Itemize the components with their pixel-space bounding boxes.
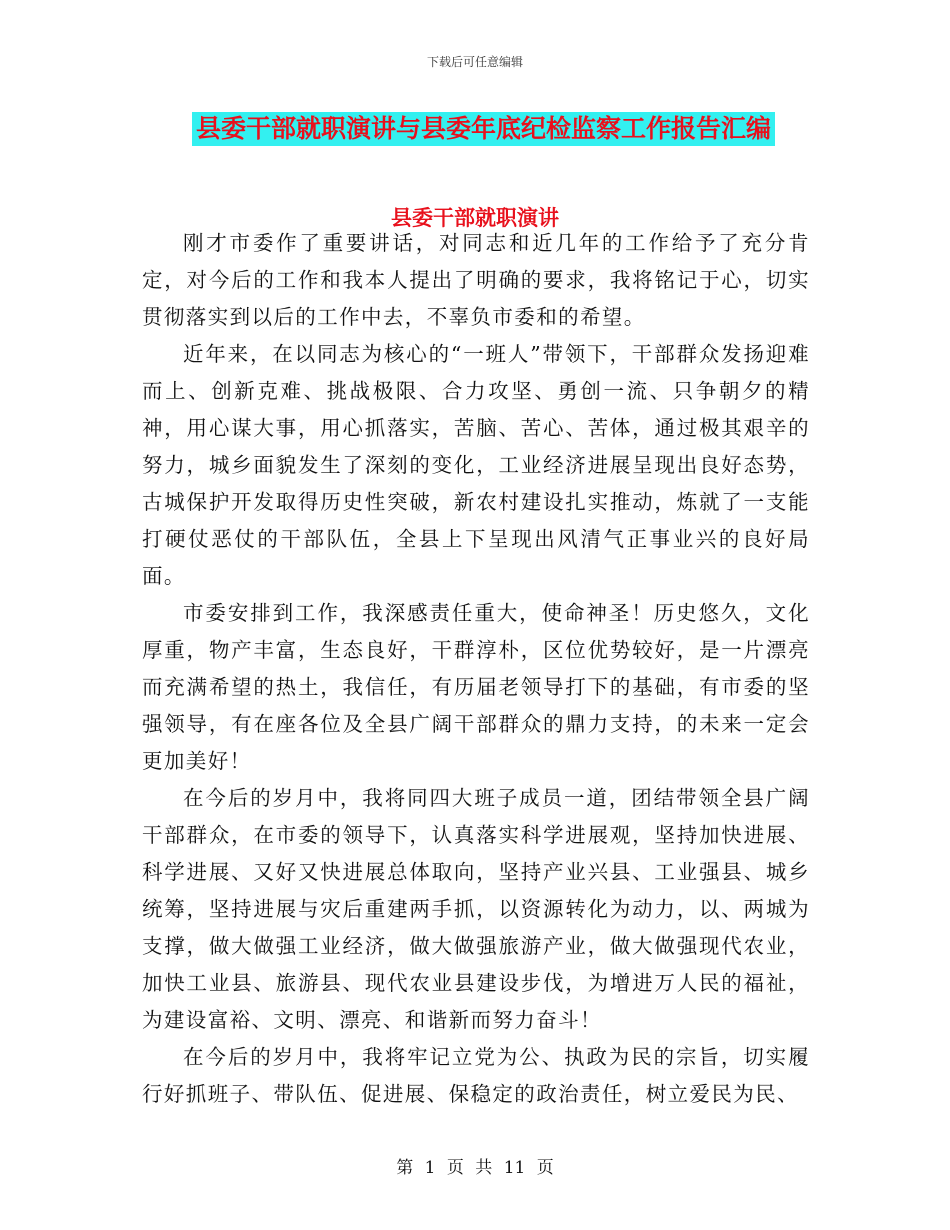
page-number: 第 1 页 共 11 页 xyxy=(396,1158,554,1178)
paragraph: 在今后的岁月中，我将同四大班子成员一道，团结带领全县广阔干部群众，在市委的领导下，认真落实科学进展观，坚持加快进展、科学进展、又好又快进展总体取向，坚持产业兴县、工业强县、城乡统筹，坚持进展与灾后重建两手抓，以资源转化为动力，以、两城为支撑，做大做强工业经济，做大做强旅游产业，做大做强现代农业，加快工业县、旅游县、现代农业县建设步伐，为增进万人民的福祉，为建设富裕、文明、漂亮、和谐新而努力奋斗！ xyxy=(142,786,810,1032)
document-title: 县委干部就职演讲与县委年底纪检监察工作报告汇编 xyxy=(192,112,775,146)
paragraph: 近年来，在以同志为核心的“一班人”带领下，干部群众发扬迎难而上、创新克难、挑战极限、合力攻坚、勇创一流、只争朝夕的精神，用心谋大事，用心抓落实，苦脑、苦心、苦体，通过极其艰辛的努力，城乡面貌发生了深刻的变化，工业经济进展呈现出良好态势，古城保护开发取得历史性突破，新农村建设扎实推动，炼就了一支能打硬仗恶仗的干部队伍，全县上下呈现出风清气正事业兴的良好局面。 xyxy=(142,342,810,588)
paragraph: 在今后的岁月中，我将牢记立党为公、执政为民的宗旨，切实履行好抓班子、带队伍、促进展、保稳定的政治责任，树立爱民为民、 xyxy=(142,1045,810,1106)
section-title: 县委干部就职演讲 xyxy=(391,205,559,230)
paragraph: 刚才市委作了重要讲话，对同志和近几年的工作给予了充分肯定，对今后的工作和我本人提出了明确的要求，我将铭记于心，切实贯彻落实到以后的工作中去，不辜负市委和的希望。 xyxy=(142,231,810,329)
paragraph: 市委安排到工作，我深感责任重大，使命神圣！历史悠久，文化厚重，物产丰富，生态良好，干群淳朴，区位优势较好，是一片漂亮而充满希望的热土，我信任，有历届老领导打下的基础，有市委的坚强领导，有在座各位及全县广阔干部群众的鼎力支持，的未来一定会更加美好！ xyxy=(142,601,810,773)
body-text xyxy=(142,225,810,1113)
header-note: 下载后可任意编辑 xyxy=(426,55,523,69)
